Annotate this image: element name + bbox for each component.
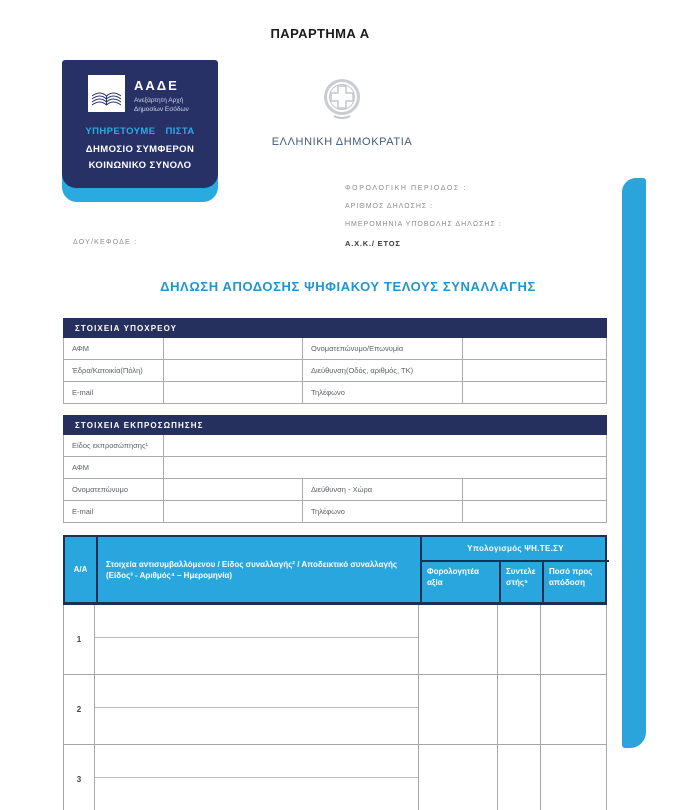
details-subcell-1: [95, 675, 418, 708]
obligor-table: [63, 318, 607, 404]
column-header-details: Στοιχεία αντισυμβαλλόμενου / Είδος συναλλαγής² / Αποδεικτικό συναλλαγής (Είδος³ - Αριθμός⁴ – Ημερομηνία): [96, 537, 420, 602]
rate-cell: [497, 675, 540, 745]
details-subcell-2: [95, 778, 418, 810]
field-label: Ονοματεπώνυμο/Επωνυμία: [302, 338, 462, 360]
greek-republic-emblem-icon: [322, 77, 362, 123]
representation-table-fullrows: [63, 435, 607, 479]
submission-date-label: ΗΜΕΡΟΜΗΝΙΑ ΥΠΟΒΟΛΗΣ ΔΗΛΩΣΗΣ :: [345, 221, 502, 228]
taxable-value-cell: [418, 745, 497, 810]
field-label: ΑΦΜ: [63, 457, 163, 479]
field-label: Διεύθυνση - Χώρα: [302, 479, 462, 501]
field-value: [462, 338, 607, 360]
details-subcell-2: [95, 708, 418, 744]
decorative-side-band: [622, 178, 646, 748]
details-cell: [94, 605, 418, 675]
column-group-header-calc: Υπολογισμός ΨΗ.ΤΕ.ΣΥ: [420, 537, 609, 562]
rate-cell: [497, 745, 540, 810]
tax-period-label: ΦΟΡΟΛΟΓΙΚΗ ΠΕΡΙΟΔΟΣ :: [345, 185, 467, 192]
obligor-table-body: [63, 338, 607, 404]
transaction-row: [63, 745, 607, 810]
field-label: Τηλέφωνο: [302, 501, 462, 523]
transactions-table: [63, 535, 607, 810]
field-value: [462, 501, 607, 523]
details-cell: [94, 745, 418, 810]
aade-name-line2: Δημοσίων Εσόδων: [134, 105, 189, 113]
field-value: [163, 479, 302, 501]
column-header-rate: Συντελεστής⁵: [499, 562, 542, 602]
open-book-icon: [88, 75, 125, 112]
field-label: Διεύθυνση(Οδός, αριθμός, ΤΚ): [302, 360, 462, 382]
taxable-value-cell: [418, 675, 497, 745]
field-label: Είδος εκπροσώπησης¹: [63, 435, 163, 457]
transaction-row: [63, 675, 607, 745]
logo-motto-line3: ΚΟΙΝΩΝΙΚΟ ΣΥΝΟΛΟ: [88, 160, 192, 171]
doy-label: ΔΟΥ/ΚΕΦΟΔΕ :: [73, 239, 138, 246]
field-value: [163, 457, 607, 479]
taxable-value-cell: [418, 605, 497, 675]
details-subcell-1: [95, 605, 418, 638]
representation-table-splitrows: [63, 479, 607, 523]
column-header-taxable-value: Φορολογητέα αξία: [420, 562, 499, 602]
transactions-table-body: [63, 605, 607, 810]
field-value: [163, 382, 302, 404]
field-label: Έδρα/Κατοικία(Πόλη): [63, 360, 163, 382]
field-label: E-mail: [63, 382, 163, 404]
details-cell: [94, 675, 418, 745]
aade-logo: [62, 60, 218, 188]
field-label: Ονοματεπώνυμο: [63, 479, 163, 501]
transactions-table-header: [63, 535, 607, 605]
declaration-number-label: ΑΡΙΘΜΟΣ ΔΗΛΩΣΗΣ :: [345, 203, 434, 210]
amount-due-cell: [540, 675, 607, 745]
rate-cell: [497, 605, 540, 675]
field-label: Τηλέφωνο: [302, 382, 462, 404]
republic-name: ΕΛΛΗΝΙΚΗ ΔΗΜΟΚΡΑΤΙΑ: [271, 136, 413, 148]
row-index: 1: [63, 605, 94, 675]
appendix-title: ΠΑΡΑΡΤΗΜΑ Α: [270, 26, 370, 41]
field-value: [163, 360, 302, 382]
logo-motto-line1: ΥΠΗΡΕΤΟΥΜΕ ΠΙΣΤΑ: [85, 126, 195, 137]
axk-year-label: Α.Χ.Κ./ ΕΤΟΣ: [345, 239, 401, 248]
form-title: ΔΗΛΩΣΗ ΑΠΟΔΟΣΗΣ ΨΗΦΙΑΚΟΥ ΤΕΛΟΥΣ ΣΥΝΑΛΛΑΓΗΣ: [160, 279, 536, 294]
field-value: [462, 360, 607, 382]
transaction-row: [63, 605, 607, 675]
field-value: [163, 435, 607, 457]
field-value: [462, 382, 607, 404]
details-subcell-2: [95, 638, 418, 674]
details-subcell-1: [95, 745, 418, 778]
aade-name-line1: Ανεξάρτητη Αρχή: [134, 97, 184, 104]
field-value: [462, 479, 607, 501]
column-header-amount-due: Ποσό προς απόδοση: [542, 562, 609, 602]
representation-table-header: ΣΤΟΙΧΕΙΑ ΕΚΠΡΟΣΩΠΗΣΗΣ: [63, 415, 607, 435]
field-label: E-mail: [63, 501, 163, 523]
representation-table: [63, 415, 607, 523]
logo-motto-line2: ΔΗΜΟΣΙΟ ΣΥΜΦΕΡΟΝ: [85, 144, 195, 155]
row-index: 2: [63, 675, 94, 745]
aade-acronym: ΑΑΔΕ: [134, 78, 179, 93]
column-header-index: Α/Α: [73, 565, 88, 574]
field-value: [163, 501, 302, 523]
field-label: ΑΦΜ: [63, 338, 163, 360]
amount-due-cell: [540, 605, 607, 675]
obligor-table-header: ΣΤΟΙΧΕΙΑ ΥΠΟΧΡΕΟΥ: [63, 318, 607, 338]
row-index: 3: [63, 745, 94, 810]
field-value: [163, 338, 302, 360]
amount-due-cell: [540, 745, 607, 810]
aade-name: [134, 97, 189, 114]
